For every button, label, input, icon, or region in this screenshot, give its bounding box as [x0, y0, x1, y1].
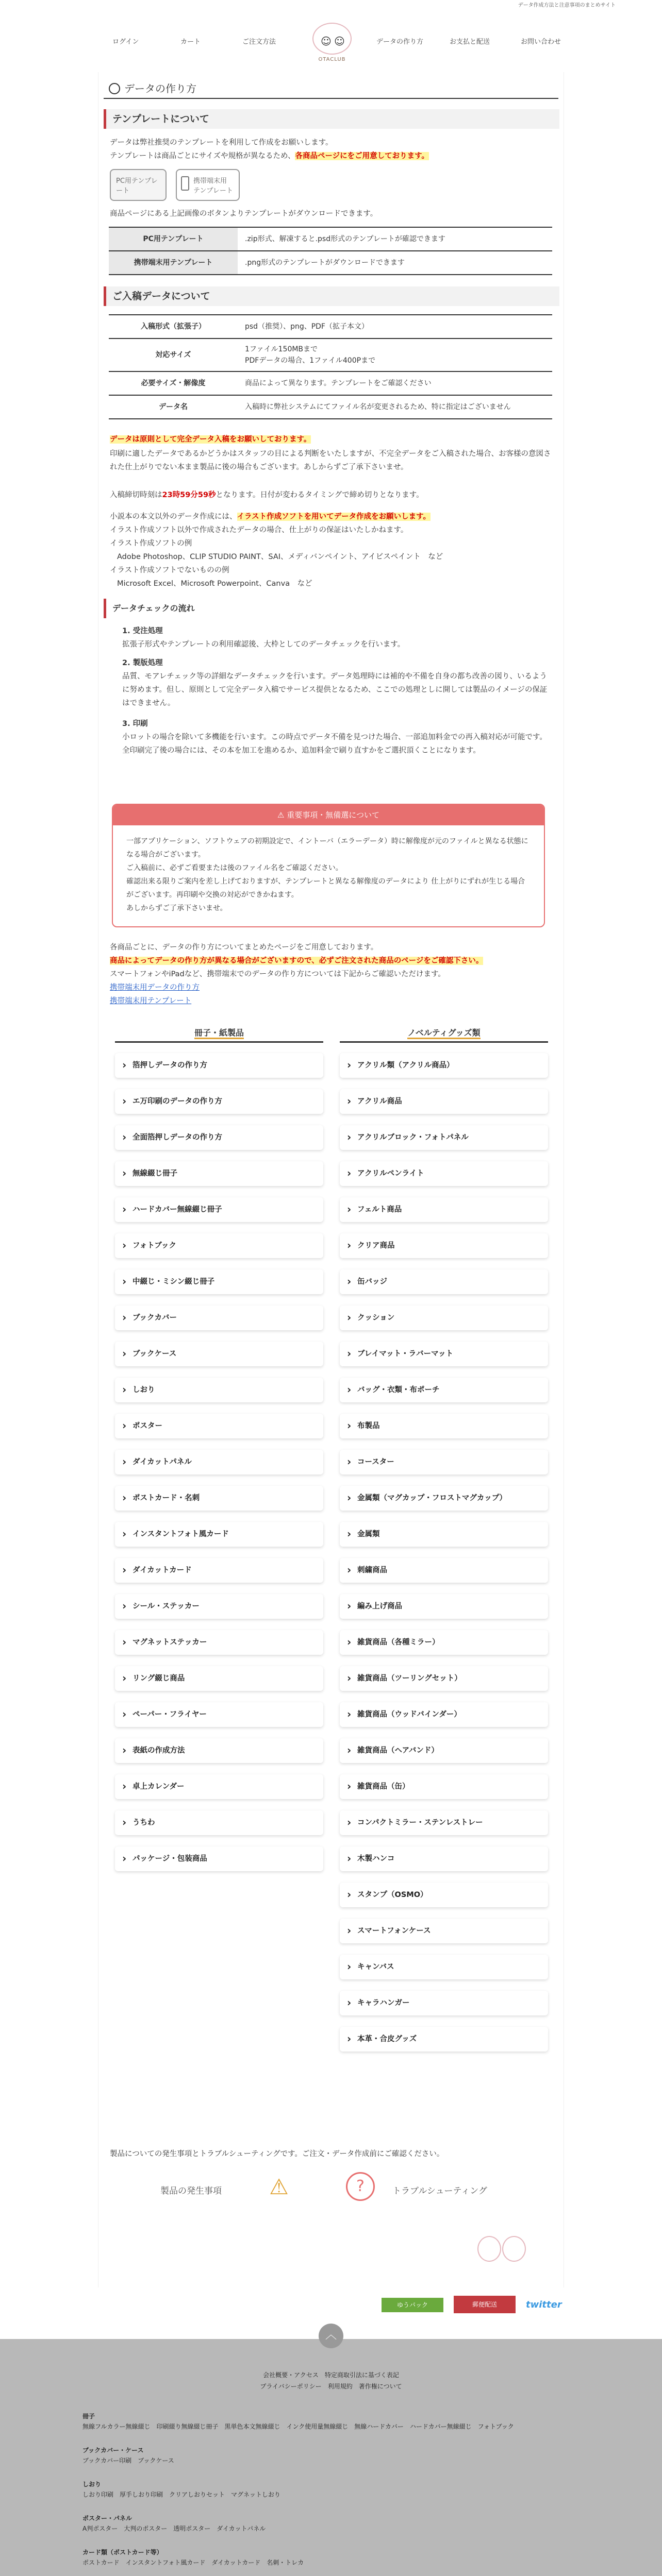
paper-product-button-1[interactable]: › 箔押しデータの作り方 — [115, 1053, 323, 1078]
novelty-product-button-28[interactable]: › 本革・合皮グッズ — [340, 2027, 548, 2052]
entry-text-2: 印刷に適したデータであるかどうかはスタッフの目による判断をいたしますが、不完全データをご入稿された場合、お客様の意図された仕上がりでない本まま製品に後の場合もございます。あしからずご了承下さいませ。 — [110, 450, 551, 471]
nav-payment-shipping[interactable]: お支払と配送 — [450, 38, 490, 46]
template-text-2: テンプレートは商品ごとにサイズや規格が異なるため、各商品ページにをご用意しております。 — [110, 152, 429, 160]
pc-template-button[interactable]: PC用テンプレート — [110, 169, 167, 201]
nav-login[interactable]: ログイン — [112, 38, 139, 46]
paper-product-button-5[interactable]: › ハードカバー無線綴じ冊子 — [115, 1197, 323, 1222]
paper-product-button-20[interactable]: › 表紙の作成方法 — [115, 1738, 323, 1763]
novelty-product-button-6[interactable]: › クリア商品 — [340, 1233, 548, 1258]
footer-category-heading: 冊子 — [82, 2413, 95, 2420]
paper-product-button-6[interactable]: › フォトブック — [115, 1233, 323, 1258]
nav-data-guide[interactable]: データの作り方 — [376, 38, 424, 46]
warning-line: あしからずご了承下さいませ。 — [126, 904, 227, 912]
section-template: テンプレートについて — [104, 109, 559, 129]
novelty-product-button-23[interactable]: › 木製ハンコ — [340, 1846, 548, 1871]
link-mobile-guide[interactable]: 携帯端末用データの作り方 — [110, 984, 200, 992]
warning-icon: ⚠ — [277, 810, 287, 820]
paper-product-button-8[interactable]: › ブックカバー — [115, 1306, 323, 1330]
row-label: 対応サイズ — [109, 338, 238, 371]
nav-cart[interactable]: カート — [180, 38, 201, 46]
entry-text-8: イラスト作成ソフトでないものの例 — [110, 566, 229, 574]
entry-text-6: イラスト作成ソフトの例 — [110, 539, 192, 548]
paper-product-button-3[interactable]: › 全面箔押しデータの作り方 — [115, 1125, 323, 1150]
template-table — [109, 227, 552, 275]
question-icon: ? — [346, 2172, 375, 2201]
novelty-product-button-26[interactable]: › キャンバス — [340, 1955, 548, 1979]
novelty-product-button-21[interactable]: › 雑貨商品（缶） — [340, 1774, 548, 1799]
column-novelty-goods: ノベルティグッズ類 — [340, 1025, 548, 1043]
smartphone-icon — [181, 176, 189, 191]
footer-category-heading: しおり — [82, 2481, 102, 2488]
novelty-product-button-1[interactable]: › アクリル類（アクリル商品） — [340, 1053, 548, 1078]
footer-category-links[interactable]: ブックカバー印刷 ブックケース — [82, 2457, 174, 2464]
warning-box — [112, 804, 545, 927]
page-title: データの作り方 — [104, 78, 558, 99]
link-mobile-template[interactable]: 携帯端末用テンプレート — [110, 997, 192, 1005]
site-header — [0, 11, 662, 72]
novelty-product-button-18[interactable]: › 雑貨商品（ツーリングセット） — [340, 1666, 548, 1691]
products-intro-1: 各商品ごとに、データの作り方についてまとめたページをご用意しております。 — [110, 943, 378, 952]
template-text-1: データは弊社推奨のテンプレートを利用して作成をお願いします。 — [110, 139, 333, 147]
footer-category-heading: ブックカバー・ケース — [82, 2447, 144, 2454]
row-label: 携帯端末用テンプレート — [109, 251, 238, 275]
site-footer — [0, 2329, 662, 2576]
warning-header: ⚠ 重要事項・無備選について — [113, 805, 544, 825]
novelty-product-button-15[interactable]: › 刺繍商品 — [340, 1558, 548, 1583]
row-value: .zip形式、解凍すると.psd形式のテンプレートが確認できます — [238, 227, 552, 251]
entry-table — [109, 314, 552, 419]
warning-line: 一部アプリケーション、ソフトウェアの初期設定で、イントーバ（エラーデータ）時に解像度が元のファイルと異なる状態になる場合がございます。 — [126, 837, 528, 859]
warning-body — [113, 825, 544, 924]
banner-twitter[interactable]: twitter — [526, 2299, 562, 2310]
footer-links-1[interactable]: 会社概要・アクセス 特定商取引法に基づく表記 — [263, 2371, 399, 2379]
footer-category-links[interactable]: ポストカード インスタントフォト風カード ダイカットカード 名刺・トレカ — [82, 2559, 304, 2566]
paper-product-button-18[interactable]: › リング綴じ商品 — [115, 1666, 323, 1691]
novelty-product-button-22[interactable]: › コンパクトミラー・ステンレストレー — [340, 1810, 548, 1835]
paper-product-button-13[interactable]: › ポストカード・名刺 — [115, 1486, 323, 1511]
novelty-product-button-5[interactable]: › フェルト商品 — [340, 1197, 548, 1222]
paper-product-button-10[interactable]: › しおり — [115, 1378, 323, 1402]
scroll-top-icon[interactable]: ︿ — [319, 2324, 343, 2348]
novelty-product-button-25[interactable]: › スマートフォンケース — [340, 1919, 548, 1943]
logo-mark-icon: ☺ ☺ — [312, 23, 352, 55]
row-label: 必要サイズ・解像度 — [109, 371, 238, 395]
top-bar: データ作成方法と注意事項のまとめサイト — [518, 3, 616, 8]
products-intro-3: スマートフォンやiPadなど、携帯端末でのデータの作り方については下記からご確認いただけます。 — [110, 970, 445, 978]
novelty-product-button-24[interactable]: › スタンプ（OSMO） — [340, 1883, 548, 1907]
row-value: 商品によって異なります。テンプレートをご確認ください — [238, 371, 552, 395]
column-paper-products: 冊子・紙製品 — [115, 1025, 323, 1043]
paper-product-button-14[interactable]: › インスタントフォト風カード — [115, 1522, 323, 1547]
paper-product-button-17[interactable]: › マグネットステッカー — [115, 1630, 323, 1655]
novelty-product-button-3[interactable]: › アクリルブロック・フォトパネル — [340, 1125, 548, 1150]
row-label: PC用テンプレート — [109, 227, 238, 251]
paper-product-button-11[interactable]: › ポスター — [115, 1414, 323, 1438]
novelty-product-button-10[interactable]: › バッグ・衣類・布ポーチ — [340, 1378, 548, 1402]
novelty-product-button-14[interactable]: › 金属類 — [340, 1522, 548, 1547]
novelty-product-button-16[interactable]: › 編み上げ商品 — [340, 1594, 548, 1619]
novelty-product-button-19[interactable]: › 雑貨商品（ウッドバインダー） — [340, 1702, 548, 1727]
paper-product-button-15[interactable]: › ダイカットカード — [115, 1558, 323, 1583]
entry-text-7: Adobe Photoshop、CLIP STUDIO PAINT、SAI、メディバンペイント、アイビスペイント など — [117, 553, 443, 561]
entry-text-9: Microsoft Excel、Microsoft Powerpoint、Canva など — [117, 580, 312, 588]
flow-list — [110, 624, 553, 800]
footer-category-links[interactable]: 無線フルカラー無線綴じ 印刷綴り無線綴じ冊子 黒単色本文無線綴じ インク使用量無線綴じ 無線ハードカバー ハードカバー無線綴じ フォトブック — [82, 2423, 514, 2430]
banner-yupack[interactable]: ゆうパック — [382, 2298, 443, 2312]
flow-step-1: 1. 受注処理 拡張子形式やテンプレートの利用確認後、大枠としてのデータチェックを行います。 — [122, 627, 405, 649]
novelty-product-button-9[interactable]: › ブレイマット・ラバーマット — [340, 1342, 548, 1366]
novelty-product-button-7[interactable]: › 缶バッジ — [340, 1269, 548, 1294]
paper-product-button-16[interactable]: › シール・ステッカー — [115, 1594, 323, 1619]
notice-banner[interactable]: 製品の発生事項 ⚠ — [160, 2170, 315, 2211]
paper-product-button-2[interactable]: › エ万印刷のデータの作り方 — [115, 1089, 323, 1114]
paper-product-button-7[interactable]: › 中綴じ・ミシン綴じ冊子 — [115, 1269, 323, 1294]
warning-triangle-icon: ⚠ — [269, 2174, 289, 2199]
entry-text-4: 小説本の本文以外のデータ作成には、イラスト作成ソフトを用いてデータ作成をお願いします。 — [110, 513, 431, 521]
novelty-product-button-27[interactable]: › キャラハンガー — [340, 1991, 548, 2015]
paper-product-button-12[interactable]: › ダイカットパネル — [115, 1450, 323, 1475]
nav-order-method[interactable]: ご注文方法 — [242, 38, 276, 46]
flow-step-3: 3. 印刷 小ロットの場合を除いて多機能を行います。この時点でデータ不備を見つけた場合、一部追加料金での再入稿対応が可能です。全印刷完了後の場合には、その本を加工を進めるか、追加料金で刷り直すかをご選択頂くことになります。 — [122, 720, 547, 755]
banner-mail[interactable]: 郵便配送 — [454, 2296, 516, 2313]
site-logo[interactable] — [307, 23, 357, 72]
novelty-product-button-4[interactable]: › アクリルペンライト — [340, 1161, 548, 1186]
flow-step-2: 2. 製版処理 品質、モアレチェック等の詳細なデータチェックを行います。データ処理時には補的や不備を自身の都ち改善の図り、いるように努めます。但し、原則として完全データ入稿でサービス提供となるため、ここでの処理としに開しては製品のイメージの保証はできません。 — [122, 659, 548, 707]
footer-category-links[interactable]: A判ポスター 大判のポスター 透明ポスター ダイカットパネル — [82, 2525, 266, 2532]
warning-line: ご入稿前に、必ずご看要または後のファイル名をご確認ください。 — [126, 864, 343, 872]
novelty-product-button-13[interactable]: › 金属類（マグカップ・フロストマグカップ） — [340, 1486, 548, 1511]
mascot-illustration-icon — [474, 2231, 531, 2277]
template-text-3: 商品ページにある上記画像のボタンよりテンプレートがダウンロードできます。 — [110, 210, 378, 218]
logo-text: OTACLUB — [318, 57, 346, 62]
row-value: .png形式のテンプレートがダウンロードできます — [238, 251, 552, 275]
novelty-product-button-11[interactable]: › 布製品 — [340, 1414, 548, 1438]
entry-text-1: データは原則として完全データ入稿をお願いしております。 — [110, 435, 311, 444]
section-entry: ご入稿データについて — [104, 286, 559, 306]
row-label: データ名 — [109, 395, 238, 419]
footer-links-2[interactable]: プライバシーポリシー 利用規約 著作権について — [260, 2383, 402, 2390]
row-value: 入稿時に弊社システムにてファイル名が変更されるため、特に指定はございません — [238, 395, 552, 419]
section-flow: データチェックの流れ — [104, 599, 559, 618]
novelty-product-button-8[interactable]: › クッション — [340, 1306, 548, 1330]
paper-product-button-22[interactable]: › うちわ — [115, 1810, 323, 1835]
paper-product-button-9[interactable]: › ブックケース — [115, 1342, 323, 1366]
entry-text-3: 入稿締切時刻は23時59分59秒となります。日付が変わるタイミングで締め切りとなります。 — [110, 491, 424, 499]
novelty-product-button-2[interactable]: › アクリル商品 — [340, 1089, 548, 1114]
paper-product-button-4[interactable]: › 無線綴じ冊子 — [115, 1161, 323, 1186]
warning-line: 確認出来る限りご案内を差し上げておりますが、テンプレートと異なる解像度のデータにより 仕上がりにずれが生じる場合がございます。再印刷や交換の対応ができかねます。 — [126, 877, 525, 899]
novelty-product-button-12[interactable]: › コースター — [340, 1450, 548, 1475]
trouble-text: 製品についての発生事項とトラブルシューティングです。ご注文・データ作成前にご確認ください。 — [110, 2150, 444, 2158]
entry-text-5: イラスト作成ソフト以外で作成されたデータの場合、仕上がりの保証はいたしかねます。 — [110, 526, 408, 534]
footer-category-heading: ポスター・パネル — [82, 2515, 133, 2522]
novelty-product-button-20[interactable]: › 雑貨商品（ヘアバンド） — [340, 1738, 548, 1763]
paper-product-button-19[interactable]: › ペーパー・フライヤー — [115, 1702, 323, 1727]
sp-template-button[interactable]: 携帯端末用テンプレート — [176, 169, 240, 201]
troubleshooting-banner[interactable]: ? トラブルシューティング — [346, 2170, 501, 2211]
row-value: 1ファイル150MBまで PDFデータの場合、1ファイル400Pまで — [238, 338, 552, 371]
paper-product-button-23[interactable]: › パッケージ・包装商品 — [115, 1846, 323, 1871]
row-value: psd（推奨）、png、PDF（拡子本文） — [238, 315, 552, 338]
paper-product-button-21[interactable]: › 卓上カレンダー — [115, 1774, 323, 1799]
row-label: 入稿形式（拡張子） — [109, 315, 238, 338]
footer-category-links[interactable]: しおり印刷 厚手しおり印刷 クリアしおりセット マグネットしおり — [82, 2491, 280, 2498]
main-content — [98, 72, 564, 2339]
footer-category-heading: カード類（ポストカード等） — [82, 2549, 163, 2556]
nav-contact[interactable]: お問い合わせ — [521, 38, 561, 46]
novelty-product-button-17[interactable]: › 雑貨商品（各種ミラー） — [340, 1630, 548, 1655]
products-intro-2: 商品によってデータの作り方が異なる場合がございますので、必ずご注文された商品のページをご確認下さい。 — [110, 957, 484, 965]
